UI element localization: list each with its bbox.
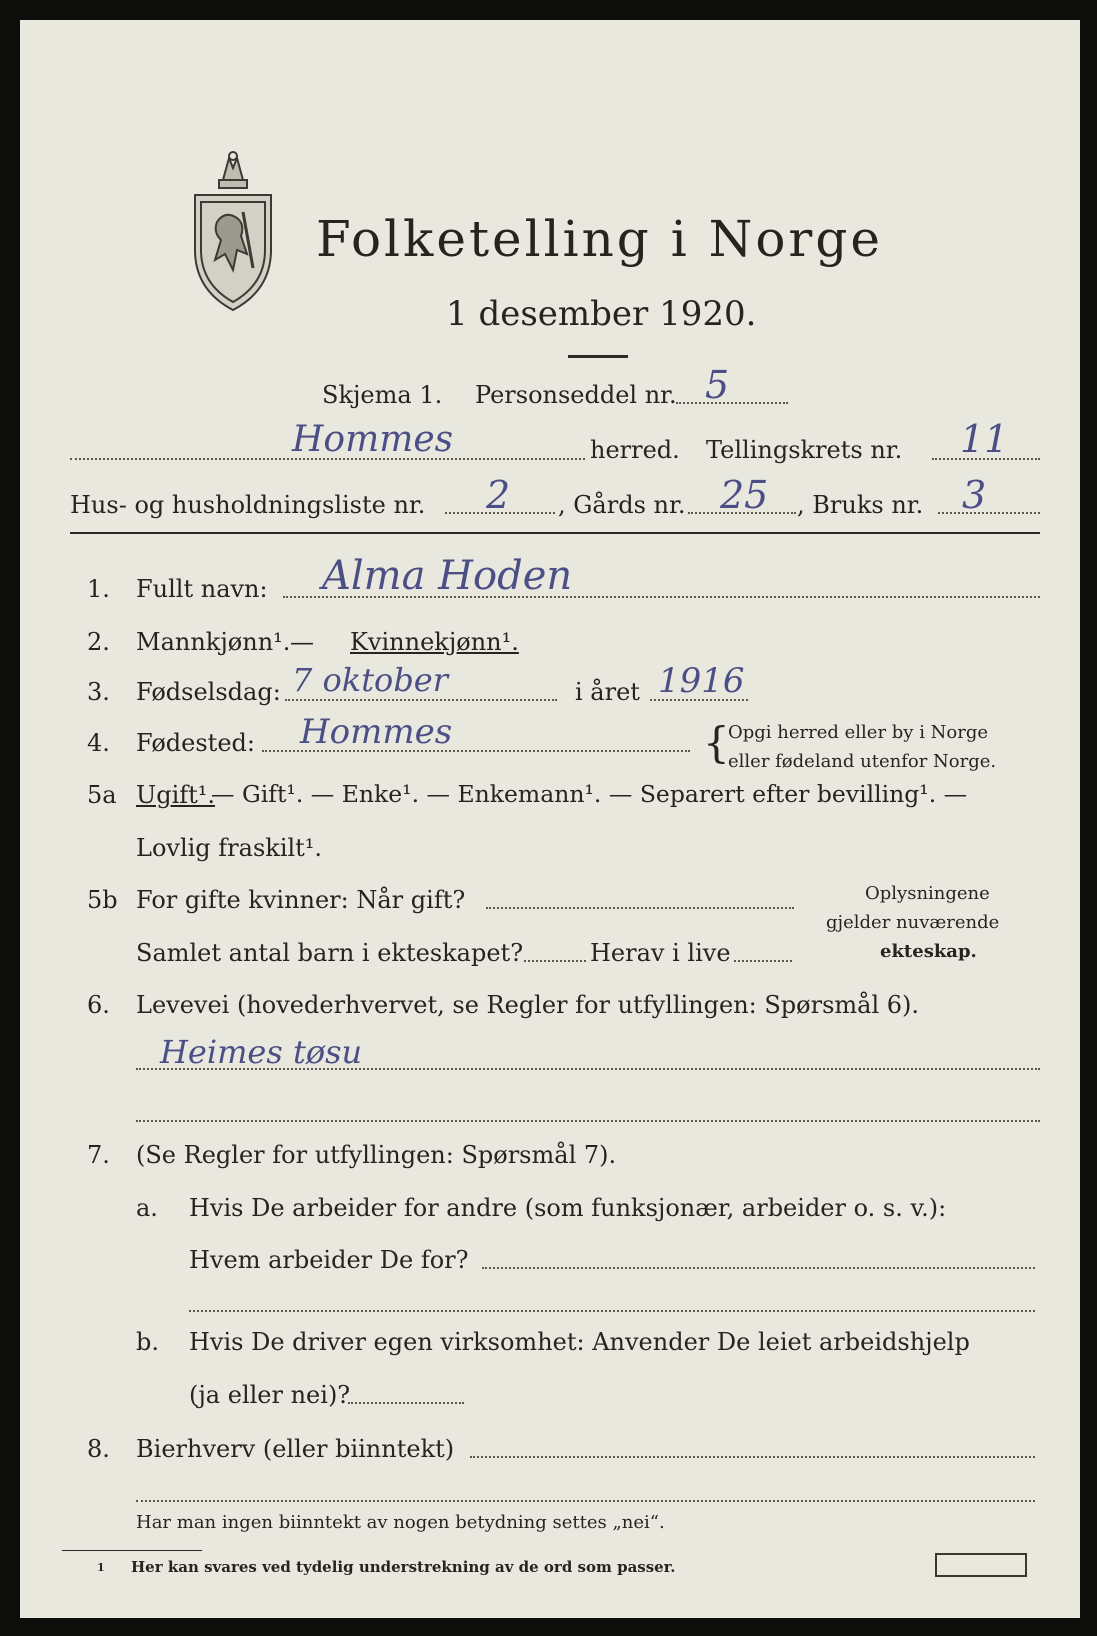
skjema-label: Skjema 1. xyxy=(322,381,443,409)
q5b-note-line2: gjelder nuværende xyxy=(826,912,1000,933)
title-divider xyxy=(568,355,628,358)
q6-field-line-2 xyxy=(136,1120,1040,1122)
q5b-children-field-line xyxy=(524,960,586,962)
q5b-note-line3: ekteskap. xyxy=(880,941,977,962)
q3-field-line xyxy=(285,699,557,701)
q1-label: Fullt navn: xyxy=(136,575,268,603)
q2-number: 2. xyxy=(87,628,110,656)
husholdningsliste-label: Hus- og husholdningsliste nr. xyxy=(70,491,426,519)
income-note: Har man ingen biinntekt av nogen betydning settes „nei“. xyxy=(136,1512,665,1533)
q4-note-line1: Opgi herred eller by i Norge xyxy=(728,722,989,743)
q1-full-name-value[interactable]: Alma Hoden xyxy=(322,553,573,599)
personseddel-value[interactable]: 5 xyxy=(705,363,730,407)
q7b-label: Hvis De driver egen virksomhet: Anvender De leiet arbeidshjelp xyxy=(189,1328,970,1356)
q2-female-option[interactable]: Kvinnekjønn¹. xyxy=(350,628,519,656)
q6-number: 6. xyxy=(87,991,110,1019)
personseddel-field-line xyxy=(676,402,788,404)
q5b-alive-label: Herav i live xyxy=(590,939,731,967)
personseddel-label: Personseddel nr. xyxy=(475,381,677,409)
q7a-field-line-2 xyxy=(189,1310,1035,1312)
q2-male-option[interactable]: Mannkjønn¹. xyxy=(136,628,291,656)
printer-stamp-icon xyxy=(935,1553,1027,1577)
header-bottom-rule xyxy=(70,532,1040,534)
q7-number: 7. xyxy=(87,1141,110,1169)
census-date: 1 desember 1920. xyxy=(446,294,757,334)
q5a-ugift-option[interactable]: Ugift¹. xyxy=(136,781,216,809)
q7b-sub-label: (ja eller nei)? xyxy=(189,1381,351,1409)
footnote-rule xyxy=(62,1550,202,1551)
q6-label: Levevei (hovederhvervet, se Regler for utfyllingen: Spørsmål 6). xyxy=(136,991,920,1019)
gards-value[interactable]: 25 xyxy=(720,473,769,517)
q3-year-label: i året xyxy=(575,678,640,706)
q5a-number: 5a xyxy=(87,781,117,809)
norwegian-coat-of-arms-icon xyxy=(185,150,281,320)
q5b-alive-field-line xyxy=(734,960,792,962)
q5b-children-label: Samlet antal barn i ekteskapet? xyxy=(136,939,524,967)
bruks-field-line xyxy=(938,512,1040,514)
herred-value[interactable]: Hommes xyxy=(292,419,454,460)
bruks-label: , Bruks nr. xyxy=(797,491,924,519)
q4-birthplace-value[interactable]: Hommes xyxy=(300,712,453,752)
form-title: Folketelling i Norge xyxy=(316,210,883,268)
q2-dash: — xyxy=(290,628,314,656)
q8-field-line-2 xyxy=(136,1500,1035,1502)
footnote-mark: 1 xyxy=(97,1561,105,1574)
q4-label: Fødested: xyxy=(136,729,255,757)
q7a-field-line-1 xyxy=(482,1267,1035,1269)
q7a-label: Hvis De arbeider for andre (som funksjonær, arbeider o. s. v.): xyxy=(189,1194,947,1222)
q8-field-line-1 xyxy=(470,1456,1035,1458)
q5a-other-options[interactable]: — Gift¹. — Enke¹. — Enkemann¹. — Separert efter bevilling¹. — xyxy=(211,780,968,808)
q7a-letter: a. xyxy=(136,1194,158,1222)
husholdningsliste-value[interactable]: 2 xyxy=(486,473,511,517)
q6-occupation-value[interactable]: Heimes tøsu xyxy=(160,1033,363,1071)
q3-birthday-value[interactable]: 7 oktober xyxy=(292,661,449,699)
q4-note-line2: eller fødeland utenfor Norge. xyxy=(728,751,997,772)
q5b-number: 5b xyxy=(87,886,118,914)
tellingskrets-value[interactable]: 11 xyxy=(960,417,1009,461)
q5b-label: For gifte kvinner: Når gift? xyxy=(136,886,466,914)
q4-bracket: { xyxy=(703,718,730,767)
q7a-sub-label: Hvem arbeider De for? xyxy=(189,1246,469,1274)
q3-number: 3. xyxy=(87,678,110,706)
q7b-letter: b. xyxy=(136,1328,159,1356)
q8-label: Bierhverv (eller biinntekt) xyxy=(136,1435,455,1463)
q1-number: 1. xyxy=(87,575,110,603)
q4-number: 4. xyxy=(87,729,110,757)
q7-label: (Se Regler for utfyllingen: Spørsmål 7). xyxy=(136,1141,617,1169)
bruks-value[interactable]: 3 xyxy=(962,473,987,517)
q8-number: 8. xyxy=(87,1435,110,1463)
herred-label: herred. xyxy=(590,436,680,464)
q5b-married-field-line xyxy=(486,907,794,909)
q5a-fraskilt-option[interactable]: Lovlig fraskilt¹. xyxy=(136,834,323,862)
q3-label: Fødselsdag: xyxy=(136,678,281,706)
q6-field-line-1 xyxy=(136,1068,1040,1070)
tellingskrets-label: Tellingskrets nr. xyxy=(706,436,903,464)
q3-year-value[interactable]: 1916 xyxy=(658,661,745,701)
q5b-note-line1: Oplysningene xyxy=(865,883,990,904)
footnote-text: Her kan svares ved tydelig understrekning av de ord som passer. xyxy=(131,1558,676,1576)
q7b-field-line xyxy=(348,1402,464,1404)
gards-label: , Gårds nr. xyxy=(558,491,686,519)
